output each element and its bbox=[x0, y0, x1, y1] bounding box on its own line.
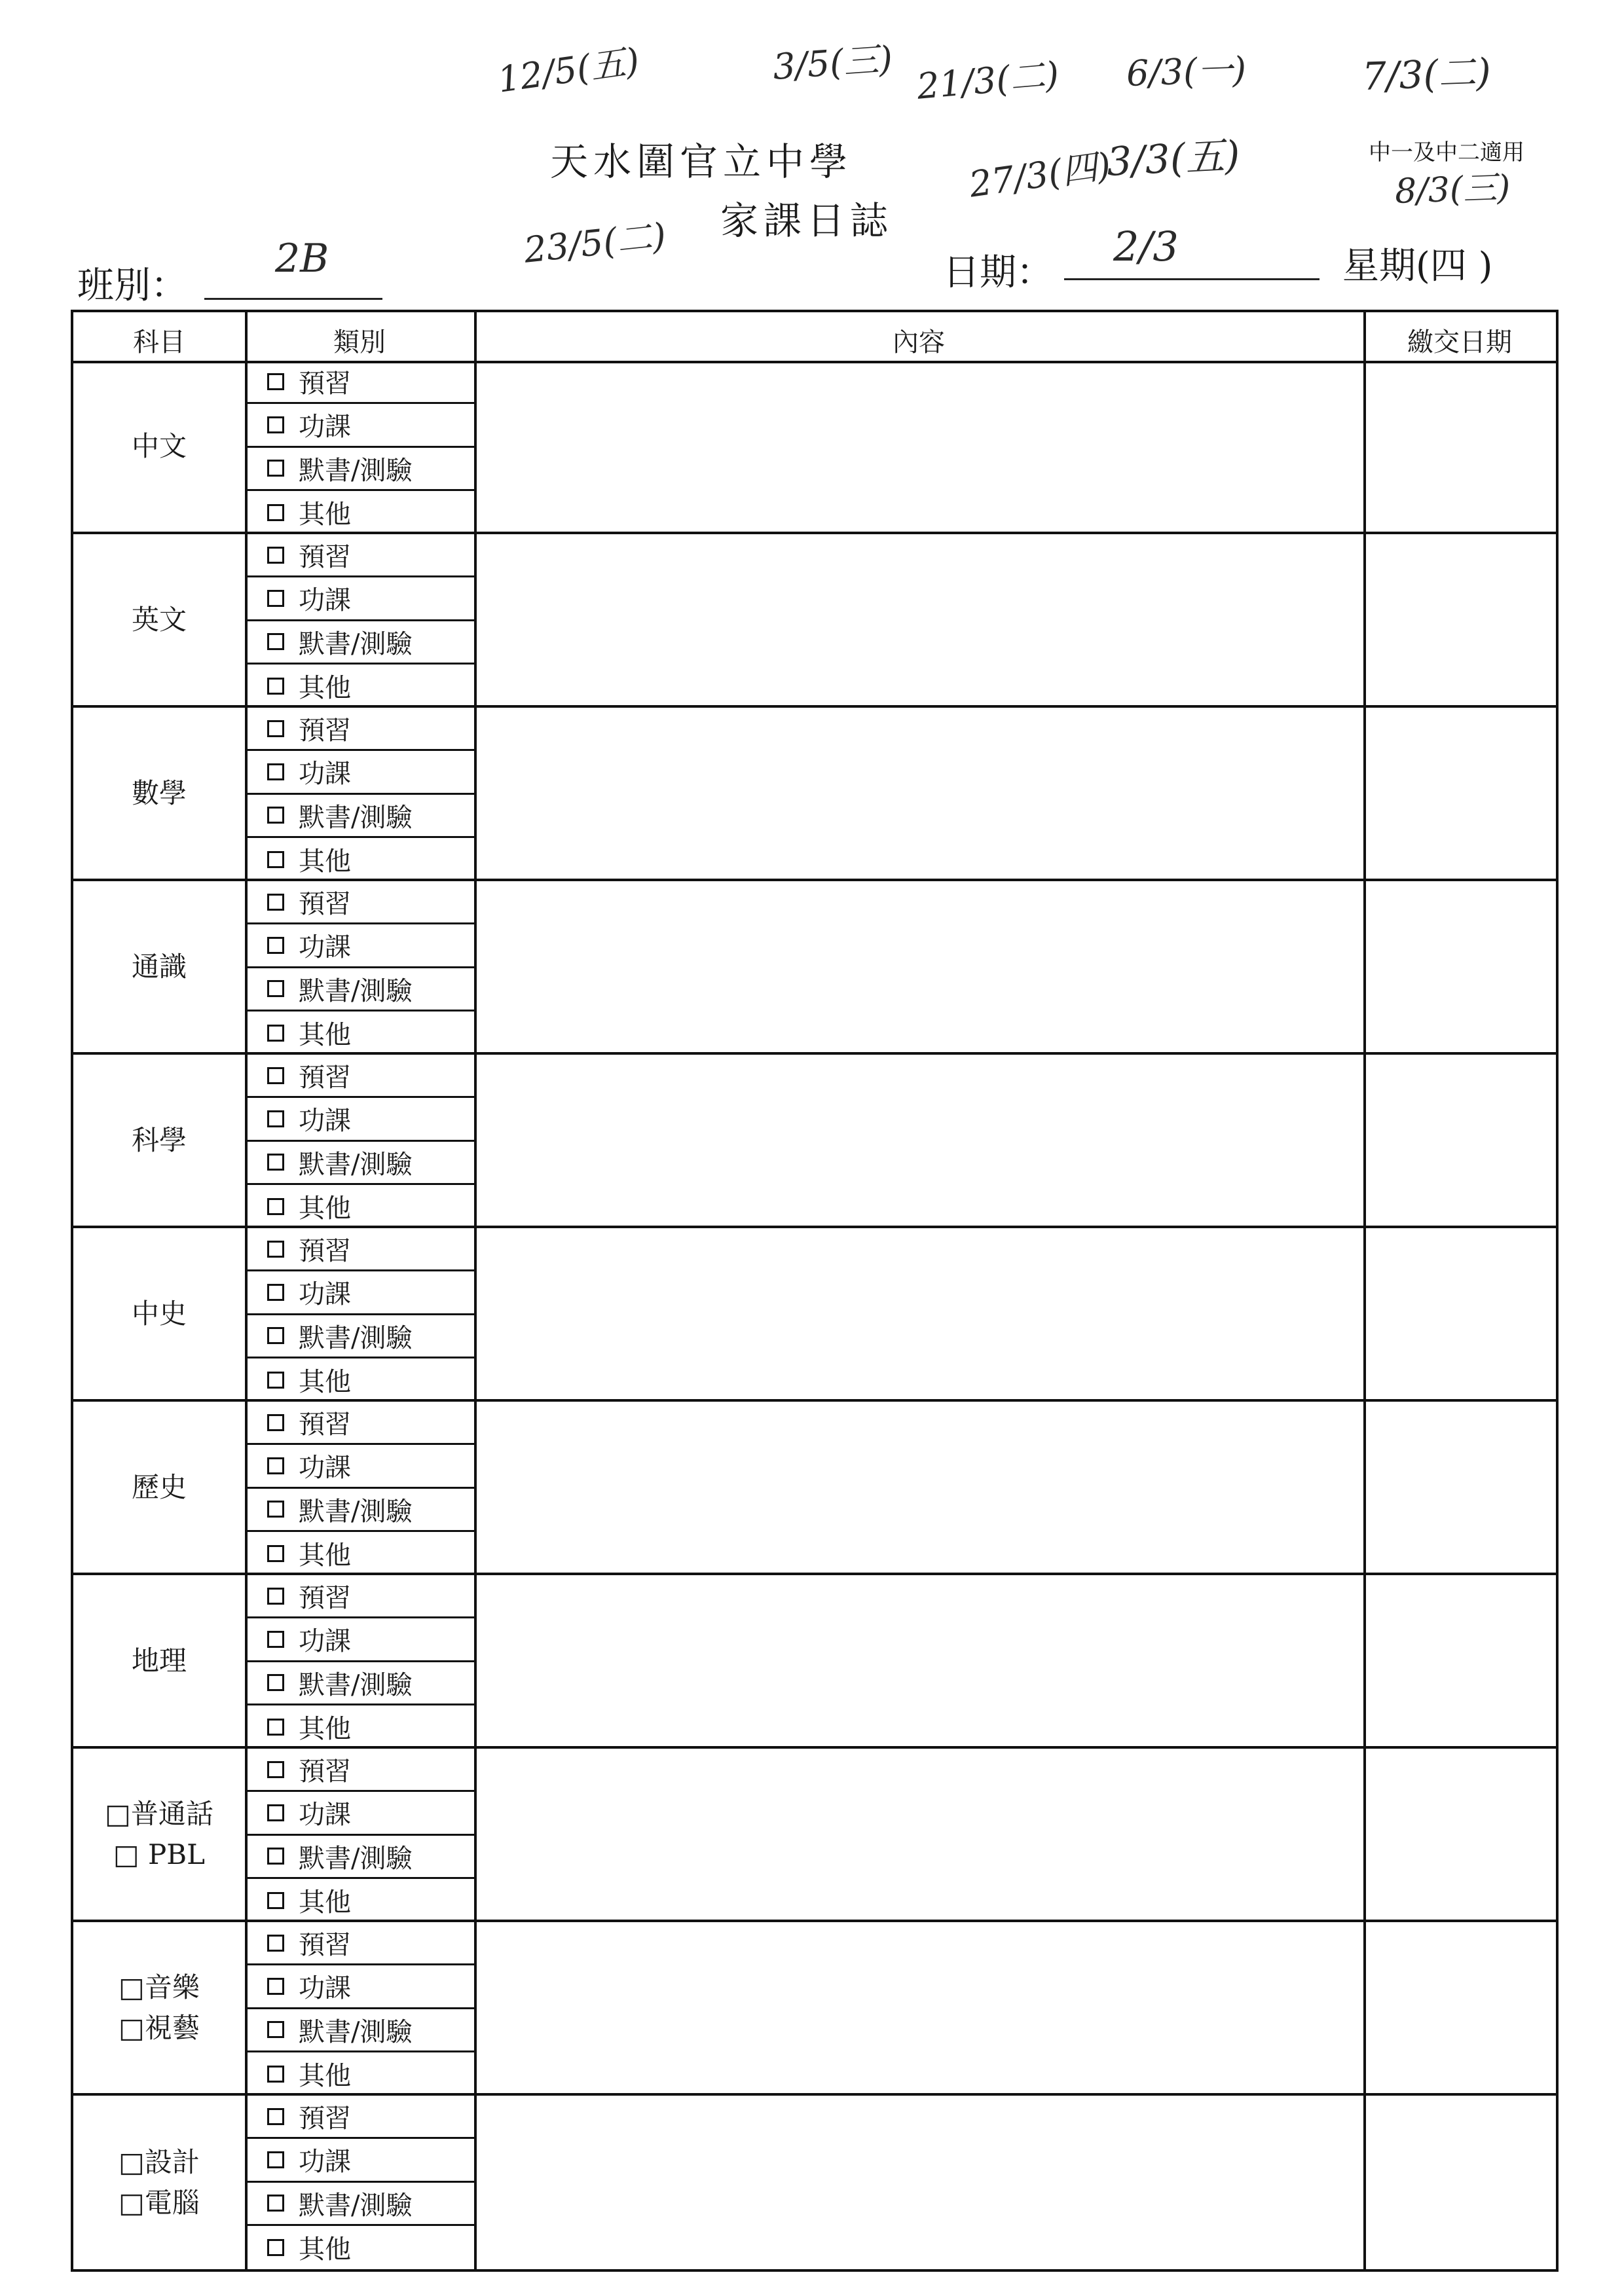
subject-name bbox=[73, 534, 245, 705]
handwritten-date: 6/3(一) bbox=[1126, 48, 1247, 94]
category-item bbox=[248, 751, 474, 794]
checkbox[interactable] bbox=[267, 1588, 284, 1605]
subject-name-line: □ PBL bbox=[113, 1838, 206, 1870]
checkbox[interactable] bbox=[267, 1935, 284, 1952]
subject-name-line: 數學 bbox=[131, 776, 187, 809]
category-item bbox=[248, 1489, 474, 1532]
category-label: 功課 bbox=[299, 1279, 351, 1310]
category-label: 默書/測驗 bbox=[299, 1322, 413, 1353]
content-cell[interactable] bbox=[474, 1922, 1363, 2093]
checkbox[interactable] bbox=[267, 1892, 284, 1909]
category-label: 默書/測驗 bbox=[299, 1843, 413, 1874]
subject-row bbox=[73, 1575, 1556, 1749]
content-cell[interactable] bbox=[474, 1749, 1363, 1920]
form-title: 家課日誌 bbox=[720, 198, 894, 243]
category-item bbox=[248, 2139, 474, 2182]
category-item bbox=[248, 361, 474, 404]
handwritten-date: 7/3(二) bbox=[1361, 50, 1492, 99]
subject-row bbox=[73, 1055, 1556, 1228]
content-cell[interactable] bbox=[474, 1228, 1363, 1399]
category-list bbox=[245, 708, 474, 879]
category-label: 功課 bbox=[299, 1626, 351, 1657]
content-cell[interactable] bbox=[474, 534, 1363, 705]
header-category: 類別 bbox=[333, 327, 386, 357]
checkbox[interactable] bbox=[267, 1457, 284, 1474]
category-label: 其他 bbox=[299, 673, 351, 704]
checkbox[interactable] bbox=[267, 1631, 284, 1648]
checkbox[interactable] bbox=[267, 937, 284, 954]
checkbox[interactable] bbox=[267, 678, 284, 695]
category-label: 功課 bbox=[299, 1800, 351, 1831]
category-label: 功課 bbox=[299, 1106, 351, 1137]
submit-date-cell[interactable] bbox=[1363, 534, 1556, 705]
checkbox[interactable] bbox=[267, 1154, 284, 1171]
checkbox[interactable] bbox=[267, 1327, 284, 1344]
submit-date-cell[interactable] bbox=[1363, 1055, 1556, 1226]
checkbox[interactable] bbox=[267, 1025, 284, 1042]
subject-name bbox=[73, 1749, 245, 1920]
category-label: 功課 bbox=[299, 2147, 351, 2178]
category-item bbox=[248, 448, 474, 491]
category-item bbox=[248, 924, 474, 968]
category-label: 預習 bbox=[299, 2104, 351, 2134]
checkbox[interactable] bbox=[267, 980, 284, 997]
content-cell[interactable] bbox=[474, 2096, 1363, 2269]
category-label: 默書/測驗 bbox=[299, 2016, 413, 2047]
category-item bbox=[248, 1792, 474, 1835]
date-label: 日期： bbox=[943, 251, 1053, 294]
subject-row bbox=[73, 1922, 1556, 2096]
homework-table bbox=[71, 310, 1559, 2272]
category-label: 預習 bbox=[299, 369, 351, 399]
category-label: 預習 bbox=[299, 542, 351, 573]
checkbox[interactable] bbox=[267, 460, 284, 477]
category-item bbox=[248, 968, 474, 1011]
checkbox[interactable] bbox=[267, 590, 284, 607]
checkbox[interactable] bbox=[267, 720, 284, 737]
category-item bbox=[248, 2226, 474, 2269]
checkbox[interactable] bbox=[267, 1804, 284, 1821]
category-label: 功課 bbox=[299, 1973, 351, 2004]
applicable-forms: 中一及中二適用 bbox=[1369, 139, 1524, 166]
category-list bbox=[245, 1922, 474, 2093]
category-item bbox=[248, 1836, 474, 1879]
category-label: 其他 bbox=[299, 1714, 351, 1745]
checkbox[interactable] bbox=[267, 1110, 284, 1127]
content-cell[interactable] bbox=[474, 1055, 1363, 1226]
category-list bbox=[245, 1055, 474, 1226]
subject-name-line: 中文 bbox=[131, 429, 187, 462]
checkbox[interactable] bbox=[267, 1674, 284, 1691]
subject-row bbox=[73, 708, 1556, 881]
subject-name-line: □普通話 bbox=[105, 1797, 213, 1830]
checkbox[interactable] bbox=[267, 2021, 284, 2038]
category-label: 功課 bbox=[299, 1453, 351, 1484]
category-label: 預習 bbox=[299, 1236, 351, 1267]
handwritten-date: 21/3(二) bbox=[915, 54, 1061, 107]
handwritten-date: 3/3(五) bbox=[1105, 132, 1242, 185]
category-label: 默書/測驗 bbox=[299, 1496, 413, 1527]
checkbox[interactable] bbox=[267, 2151, 284, 2168]
category-item bbox=[248, 1575, 474, 1618]
category-label: 預習 bbox=[299, 889, 351, 920]
category-item bbox=[248, 1011, 474, 1055]
category-item bbox=[248, 1098, 474, 1141]
category-item bbox=[248, 1228, 474, 1271]
checkbox[interactable] bbox=[267, 1545, 284, 1562]
category-label: 預習 bbox=[299, 716, 351, 746]
submit-date-cell[interactable] bbox=[1363, 1228, 1556, 1399]
checkbox[interactable] bbox=[267, 2066, 284, 2083]
content-cell[interactable] bbox=[474, 361, 1363, 532]
content-cell[interactable] bbox=[474, 708, 1363, 879]
category-item bbox=[248, 404, 474, 447]
checkbox[interactable] bbox=[267, 1372, 284, 1389]
subject-name bbox=[73, 1055, 245, 1226]
content-cell[interactable] bbox=[474, 1575, 1363, 1746]
checkbox[interactable] bbox=[267, 504, 284, 521]
checkbox[interactable] bbox=[267, 763, 284, 780]
category-label: 其他 bbox=[299, 1020, 351, 1051]
checkbox[interactable] bbox=[267, 2108, 284, 2125]
category-item bbox=[248, 491, 474, 534]
handwritten-date: 8/3(三) bbox=[1394, 168, 1511, 211]
category-label: 其他 bbox=[299, 1367, 351, 1398]
subject-name bbox=[73, 881, 245, 1052]
subject-name bbox=[73, 361, 245, 532]
class-label: 班別： bbox=[77, 264, 187, 307]
subject-row bbox=[73, 361, 1556, 534]
category-item bbox=[248, 795, 474, 838]
category-item bbox=[248, 1185, 474, 1228]
category-list bbox=[245, 1749, 474, 1920]
content-cell[interactable] bbox=[474, 1402, 1363, 1573]
category-list bbox=[245, 1228, 474, 1399]
checkbox[interactable] bbox=[267, 894, 284, 911]
category-label: 默書/測驗 bbox=[299, 629, 413, 659]
category-label: 默書/測驗 bbox=[299, 1149, 413, 1180]
handwritten-date: 23/5(二) bbox=[522, 215, 668, 271]
category-label: 其他 bbox=[299, 1194, 351, 1224]
checkbox[interactable] bbox=[267, 547, 284, 564]
handwritten-date: 27/3(四) bbox=[967, 145, 1114, 206]
category-label: 其他 bbox=[299, 847, 351, 877]
subject-name bbox=[73, 1228, 245, 1399]
submit-date-cell[interactable] bbox=[1363, 361, 1556, 532]
category-label: 默書/測驗 bbox=[299, 802, 413, 833]
category-label: 預習 bbox=[299, 1930, 351, 1961]
subject-name-line: 英文 bbox=[131, 603, 187, 636]
checkbox[interactable] bbox=[267, 1848, 284, 1865]
checkbox[interactable] bbox=[267, 1719, 284, 1736]
category-label: 默書/測驗 bbox=[299, 455, 413, 486]
checkbox[interactable] bbox=[267, 633, 284, 650]
header-subject: 科目 bbox=[133, 327, 185, 357]
category-label: 其他 bbox=[299, 2061, 351, 2092]
category-item bbox=[248, 1315, 474, 1358]
category-label: 預習 bbox=[299, 1757, 351, 1787]
category-item bbox=[248, 1618, 474, 1662]
subject-name-line: □視藝 bbox=[119, 2011, 200, 2044]
category-item bbox=[248, 665, 474, 708]
date-field-line bbox=[1064, 278, 1320, 280]
subject-row bbox=[73, 881, 1556, 1055]
category-label: 功課 bbox=[299, 932, 351, 963]
class-value: 2B bbox=[275, 236, 329, 282]
date-value: 2/3 bbox=[1113, 223, 1179, 270]
category-item bbox=[248, 1532, 474, 1575]
subject-name bbox=[73, 1575, 245, 1746]
category-item bbox=[248, 2009, 474, 2052]
category-list bbox=[245, 2096, 474, 2269]
category-item bbox=[248, 1749, 474, 1792]
category-item bbox=[248, 2096, 474, 2139]
category-item bbox=[248, 1142, 474, 1185]
category-label: 預習 bbox=[299, 1063, 351, 1093]
category-item bbox=[248, 1705, 474, 1749]
submit-date-cell[interactable] bbox=[1363, 1922, 1556, 2093]
submit-date-cell[interactable] bbox=[1363, 2096, 1556, 2269]
subject-name-line: □設計 bbox=[119, 2145, 200, 2178]
category-item bbox=[248, 838, 474, 881]
table-header bbox=[73, 312, 1556, 363]
subject-name bbox=[73, 2096, 245, 2269]
checkbox[interactable] bbox=[267, 1067, 284, 1084]
category-label: 預習 bbox=[299, 1410, 351, 1440]
category-list bbox=[245, 534, 474, 705]
submit-date-cell[interactable] bbox=[1363, 708, 1556, 879]
submit-date-cell[interactable] bbox=[1363, 1749, 1556, 1920]
category-item bbox=[248, 621, 474, 665]
subject-name bbox=[73, 1402, 245, 1573]
checkbox[interactable] bbox=[267, 1414, 284, 1431]
category-label: 其他 bbox=[299, 1887, 351, 1918]
subject-name-line: 中史 bbox=[131, 1297, 187, 1330]
category-list bbox=[245, 1402, 474, 1573]
submit-date-cell[interactable] bbox=[1363, 1402, 1556, 1573]
category-item bbox=[248, 1879, 474, 1922]
subject-name-line: 地理 bbox=[131, 1644, 187, 1677]
class-field-line bbox=[204, 298, 382, 300]
category-item bbox=[248, 577, 474, 621]
subject-name-line: □音樂 bbox=[119, 1971, 200, 2003]
submit-date-cell[interactable] bbox=[1363, 881, 1556, 1052]
category-label: 默書/測驗 bbox=[299, 975, 413, 1006]
category-item bbox=[248, 1055, 474, 1098]
subject-row bbox=[73, 1749, 1556, 1922]
category-item bbox=[248, 2183, 474, 2226]
checkbox[interactable] bbox=[267, 373, 284, 390]
weekday-label: 星期(四 ) bbox=[1342, 245, 1493, 287]
checkbox[interactable] bbox=[267, 2239, 284, 2256]
category-label: 默書/測驗 bbox=[299, 2190, 413, 2221]
checkbox[interactable] bbox=[267, 1284, 284, 1301]
handwritten-date: 12/5(五) bbox=[495, 40, 642, 101]
table-body bbox=[73, 361, 1556, 2269]
category-item bbox=[248, 1358, 474, 1402]
category-label: 其他 bbox=[299, 500, 351, 530]
category-list bbox=[245, 1575, 474, 1746]
subject-name-line: 歷史 bbox=[131, 1470, 187, 1503]
category-item bbox=[248, 534, 474, 577]
category-item bbox=[248, 1402, 474, 1445]
checkbox[interactable] bbox=[267, 416, 284, 433]
category-label: 其他 bbox=[299, 1540, 351, 1571]
category-label: 功課 bbox=[299, 585, 351, 616]
school-name: 天水圍官立中學 bbox=[550, 139, 853, 184]
subject-row bbox=[73, 1402, 1556, 1575]
header-content: 內容 bbox=[893, 327, 945, 357]
category-item bbox=[248, 1922, 474, 1965]
category-item bbox=[248, 2052, 474, 2096]
category-label: 默書/測驗 bbox=[299, 1669, 413, 1700]
checkbox[interactable] bbox=[267, 1501, 284, 1518]
category-list bbox=[245, 361, 474, 532]
subject-row bbox=[73, 534, 1556, 708]
subject-row bbox=[73, 2096, 1556, 2269]
checkbox[interactable] bbox=[267, 1978, 284, 1995]
handwritten-date: 3/5(三) bbox=[771, 38, 895, 88]
checkbox[interactable] bbox=[267, 807, 284, 824]
submit-date-cell[interactable] bbox=[1363, 1575, 1556, 1746]
content-cell[interactable] bbox=[474, 881, 1363, 1052]
category-item bbox=[248, 1445, 474, 1488]
category-item bbox=[248, 1965, 474, 2009]
category-item bbox=[248, 881, 474, 924]
subject-name bbox=[73, 708, 245, 879]
category-label: 其他 bbox=[299, 2234, 351, 2265]
checkbox[interactable] bbox=[267, 1198, 284, 1215]
category-item bbox=[248, 708, 474, 751]
subject-name-line: □電腦 bbox=[119, 2186, 200, 2219]
category-item bbox=[248, 1271, 474, 1315]
checkbox[interactable] bbox=[267, 2195, 284, 2212]
category-label: 功課 bbox=[299, 412, 351, 443]
header-submit-date: 繳交日期 bbox=[1407, 327, 1512, 357]
category-list bbox=[245, 881, 474, 1052]
checkbox[interactable] bbox=[267, 1761, 284, 1778]
checkbox[interactable] bbox=[267, 851, 284, 868]
subject-name-line: 科學 bbox=[131, 1123, 187, 1156]
category-item bbox=[248, 1662, 474, 1705]
subject-name bbox=[73, 1922, 245, 2093]
category-label: 功課 bbox=[299, 759, 351, 790]
checkbox[interactable] bbox=[267, 1241, 284, 1258]
subject-name-line: 通識 bbox=[131, 950, 187, 983]
subject-row bbox=[73, 1228, 1556, 1402]
category-label: 預習 bbox=[299, 1583, 351, 1614]
